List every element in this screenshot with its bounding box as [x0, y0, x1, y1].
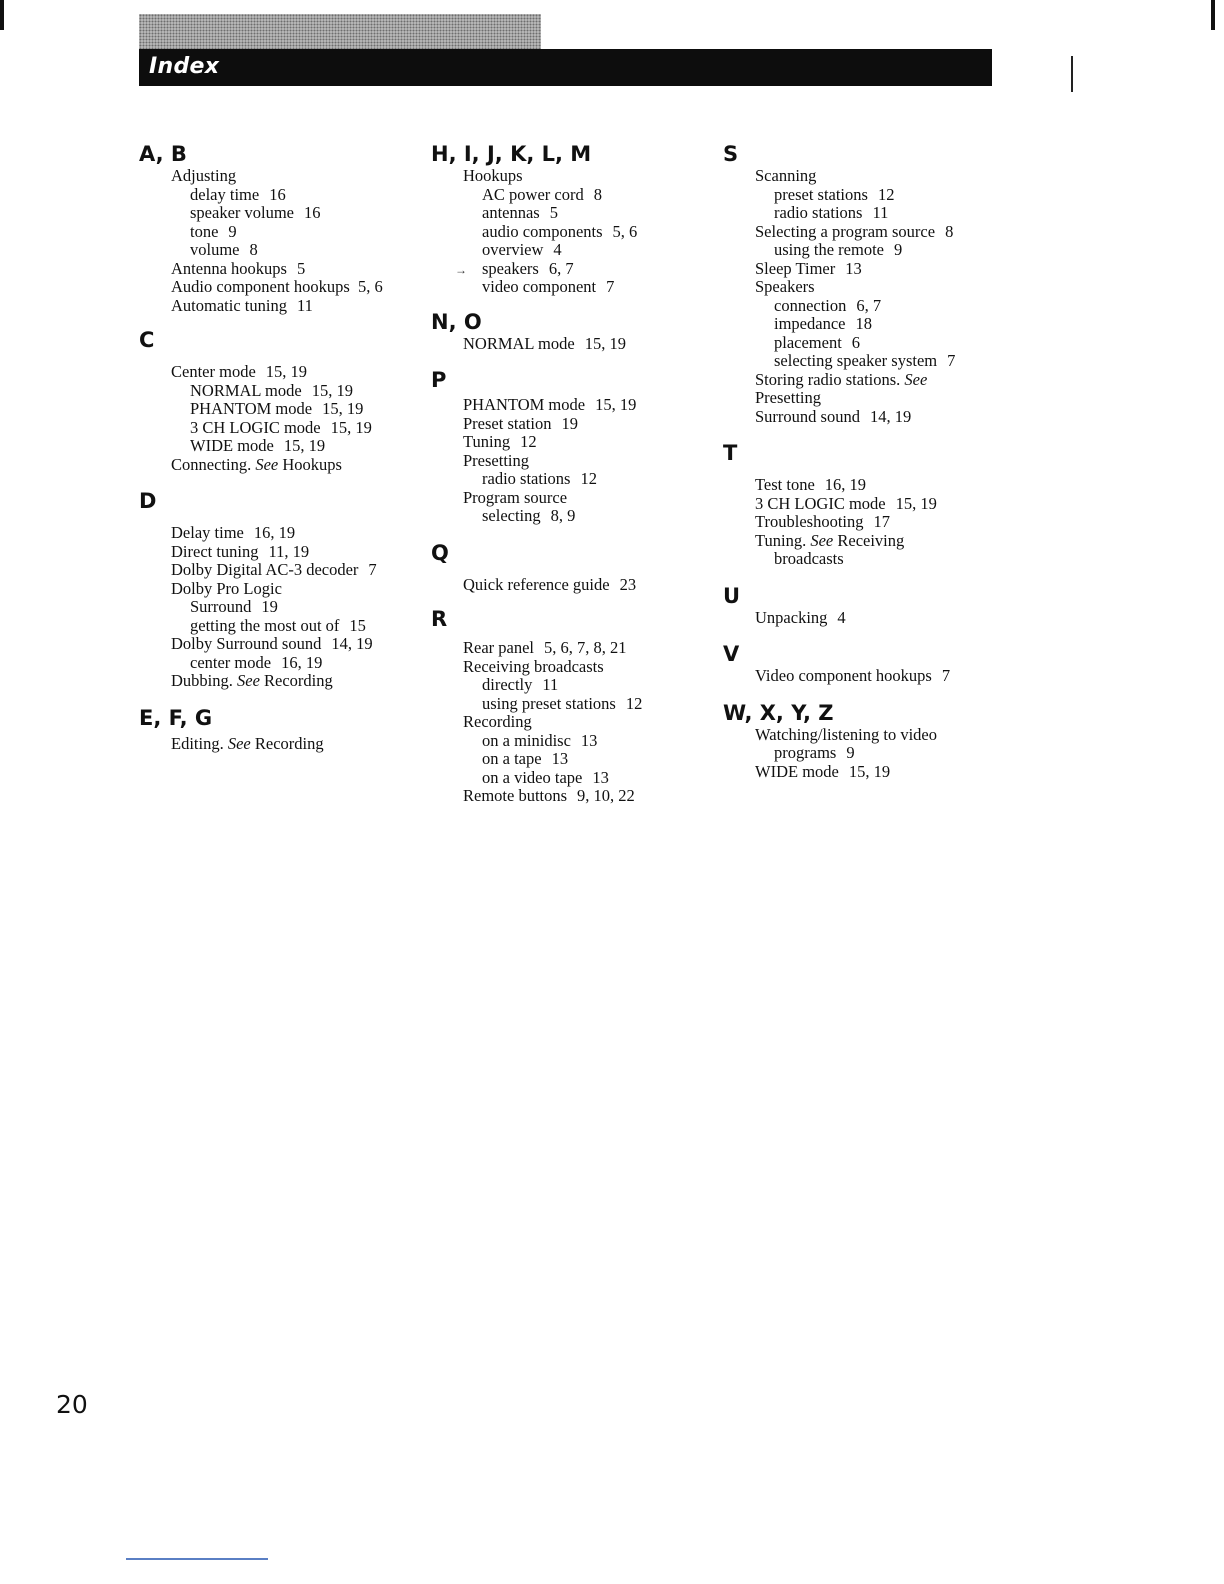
index-subentry: volume 8 — [190, 240, 258, 259]
header-halftone-tab — [139, 14, 541, 50]
index-entry: Adjusting — [171, 166, 237, 185]
index-entry: Editing. See Recording — [171, 733, 324, 753]
index-section-p — [431, 367, 701, 526]
section-heading: A, B — [139, 142, 187, 166]
index-section-q — [431, 540, 701, 595]
index-entry: Direct tuning 11, 19 — [171, 541, 310, 561]
index-entry: Remote buttons 9, 10, 22 — [463, 786, 635, 805]
index-subentry: broadcasts — [774, 549, 844, 568]
section-heading: S — [723, 142, 739, 166]
margin-rule — [1071, 56, 1073, 92]
index-subentry: NORMAL mode 15, 19 — [190, 380, 353, 400]
index-entry: Storing radio stations. See Presetting — [755, 369, 928, 407]
index-entry: Selecting a program source 8 — [755, 221, 954, 241]
index-subentry: AC power cord 8 — [482, 184, 602, 204]
index-section-d — [139, 488, 409, 691]
section-heading: H, I, J, K, L, M — [431, 142, 592, 166]
index-section-t — [723, 440, 993, 569]
index-section-e-f-g — [139, 705, 409, 754]
index-subentry: 3 CH LOGIC mode 15, 19 — [190, 417, 372, 437]
page-number: 20 — [56, 1390, 88, 1419]
page-title: Index — [149, 54, 220, 79]
index-column-2 — [431, 141, 701, 806]
scan-edge-mark — [0, 0, 4, 30]
index-section-a-b — [139, 141, 409, 315]
index-subentry: on a minidisc 13 — [482, 730, 598, 750]
index-entry: Tuning 12 — [463, 432, 537, 451]
index-column-3 — [723, 141, 993, 781]
index-subentry: antennas 5 — [482, 203, 558, 222]
index-entry: Preset station 19 — [463, 413, 578, 433]
index-entry: Delay time 16, 19 — [171, 523, 296, 542]
index-entry: Watching/listening to video — [755, 724, 937, 744]
index-entry: Audio component hookups 5, 6 — [171, 277, 383, 296]
index-subentry: tone 9 — [190, 221, 237, 241]
index-subentry: speakers 6, 7 — [482, 258, 574, 278]
index-entry: WIDE mode 15, 19 — [755, 761, 891, 781]
index-entry: Quick reference guide 23 — [463, 574, 637, 594]
footer-rule — [126, 1558, 268, 1560]
index-entry: Automatic tuning 11 — [171, 295, 313, 315]
index-subentry: speaker volume 16 — [190, 203, 321, 222]
index-subentry: PHANTOM mode 15, 19 — [190, 399, 364, 418]
index-subentry: using preset stations 12 — [482, 693, 643, 713]
index-entry: NORMAL mode 15, 19 — [463, 333, 626, 353]
index-subentry: impedance 18 — [774, 314, 872, 333]
index-subentry: Surround 19 — [190, 597, 278, 616]
index-entry: PHANTOM mode 15, 19 — [463, 395, 637, 414]
index-subentry: selecting 8, 9 — [482, 506, 576, 525]
index-subentry: radio stations 11 — [774, 203, 889, 222]
index-subentry: selecting speaker system 7 — [774, 351, 956, 370]
index-column-1 — [139, 141, 409, 753]
index-subentry: connection 6, 7 — [774, 295, 882, 315]
index-section-v — [723, 641, 993, 686]
index-header-bar — [139, 49, 992, 86]
section-heading: C — [139, 328, 155, 352]
index-subentry: center mode 16, 19 — [190, 652, 323, 672]
index-subentry: directly 11 — [482, 675, 559, 694]
index-subentry: on a tape 13 — [482, 749, 569, 768]
index-subentry: radio stations 12 — [482, 469, 597, 488]
index-entry: Receiving broadcasts — [463, 656, 604, 676]
index-entry: Video component hookups 7 — [755, 666, 951, 685]
index-subentry: getting the most out of 15 — [190, 615, 366, 635]
index-entry: Scanning — [755, 166, 817, 185]
index-entry: Test tone 16, 19 — [755, 475, 867, 494]
index-entry: Center mode 15, 19 — [171, 362, 308, 381]
index-section-w-z — [723, 700, 993, 782]
margin-arrow-icon: → — [455, 263, 467, 277]
index-subentry: WIDE mode 15, 19 — [190, 436, 326, 455]
index-subentry: overview 4 — [482, 240, 562, 259]
index-entry: Troubleshooting 17 — [755, 512, 890, 531]
section-heading: Q — [431, 540, 449, 565]
index-entry: Speakers — [755, 277, 815, 296]
index-section-n-o — [431, 309, 701, 354]
index-subentry: delay time 16 — [190, 184, 286, 204]
index-entry: Hookups — [463, 166, 523, 185]
section-heading: T — [723, 441, 738, 465]
index-entry: Antenna hookups 5 — [171, 258, 306, 278]
index-subentry: using the remote 9 — [774, 240, 903, 259]
index-entry: Dolby Pro Logic — [171, 578, 282, 598]
index-section-c — [139, 327, 409, 474]
section-heading: U — [723, 583, 741, 608]
section-heading: P — [431, 368, 447, 392]
section-heading: N, O — [431, 309, 482, 334]
index-section-r — [431, 606, 701, 806]
index-entry: Rear panel 5, 6, 7, 8, 21 — [463, 638, 627, 657]
index-entry: Recording — [463, 712, 532, 731]
index-subentry: on a video tape 13 — [482, 767, 609, 787]
scan-edge-mark — [1211, 0, 1215, 30]
index-entry: Sleep Timer 13 — [755, 258, 862, 278]
index-section-h-m — [431, 141, 701, 297]
index-section-u — [723, 583, 993, 628]
index-subentry: placement 6 — [774, 332, 861, 352]
index-subentry: video component 7 — [482, 277, 615, 296]
index-entry: Program source — [463, 487, 568, 507]
index-entry: Presetting — [463, 450, 529, 470]
section-heading: V — [723, 642, 740, 666]
index-entry: 3 CH LOGIC mode 15, 19 — [755, 493, 937, 513]
index-entry: Unpacking 4 — [755, 607, 846, 627]
index-entry: Dolby Surround sound 14, 19 — [171, 634, 373, 653]
index-subentry: preset stations 12 — [774, 184, 895, 204]
index-subentry: audio components 5, 6 — [482, 221, 638, 241]
section-heading: W, X, Y, Z — [723, 700, 834, 725]
index-section-s — [723, 141, 993, 426]
index-entry: Connecting. See Hookups — [171, 454, 342, 474]
index-subentry: programs 9 — [774, 743, 855, 762]
section-heading: R — [431, 607, 448, 631]
index-entry: Dolby Digital AC-3 decoder 7 — [171, 560, 377, 579]
index-entry: Dubbing. See Recording — [171, 671, 333, 690]
index-entry: Surround sound 14, 19 — [755, 406, 912, 426]
section-heading: E, F, G — [139, 705, 213, 730]
index-entry: Tuning. See Receiving — [755, 530, 905, 550]
section-heading: D — [139, 489, 157, 513]
